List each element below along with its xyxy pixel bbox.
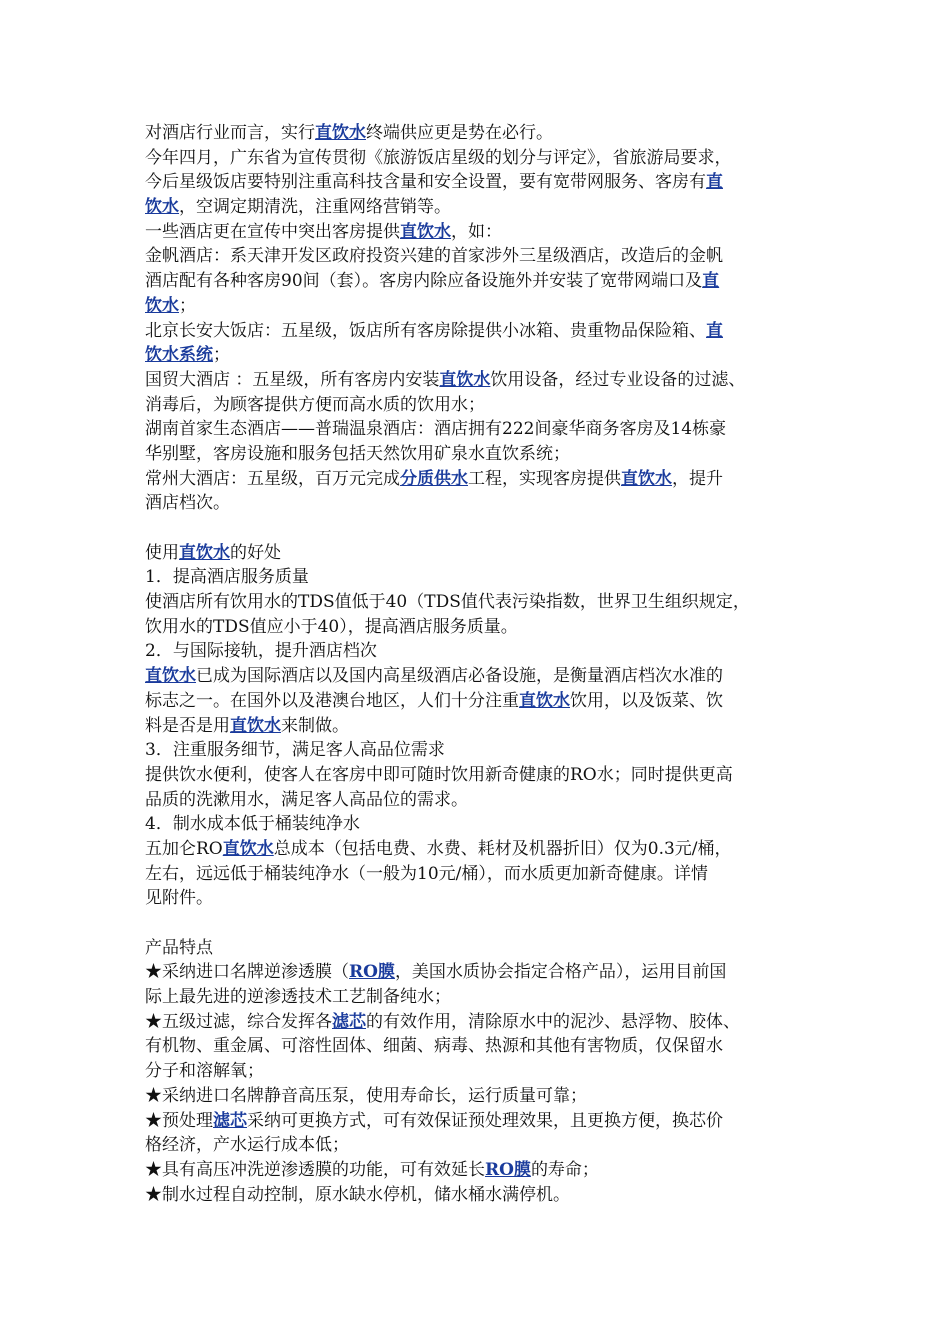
text-line [145,269,825,294]
text-segment: 左右，远远低于桶装纯净水（一般为10元/桶），而水质更加新奇健康。详情 [145,863,708,884]
keyword-link[interactable]: 饮水 [145,197,179,218]
text-line [145,812,825,837]
text-segment: 五加仑RO [145,838,223,859]
text-line [145,664,825,689]
text-line [145,195,825,220]
keyword-link[interactable]: 直饮水 [400,221,451,242]
text-line [145,1010,825,1035]
text-segment: 湖南首家生态酒店——普瑞温泉酒店：酒店拥有222间豪华商务客房及14栋豪 [145,419,727,440]
text-line [145,343,825,368]
keyword-link[interactable]: 饮水 [145,295,179,316]
text-segment: 采纳可更换方式，可有效保证预处理效果，且更换方便，换芯价 [247,1110,723,1131]
text-segment: 1．提高酒店服务质量 [145,567,309,588]
keyword-link[interactable]: 直饮水 [230,715,281,736]
blank-line [145,911,825,936]
text-segment: ； [179,295,196,316]
text-line [145,960,825,985]
text-segment: 4．制水成本低于桶装纯净水 [145,814,360,835]
text-segment: 料是否是用 [145,715,230,736]
text-line [145,467,825,492]
keyword-link[interactable]: RO膜 [349,962,395,983]
text-segment: 终端供应更是势在必行。 [366,123,553,143]
keyword-link[interactable]: 直饮水 [179,542,230,563]
keyword-link[interactable]: 直 [702,271,720,292]
text-segment: 工程，实现客房提供 [468,468,621,489]
text-segment: 3．注重服务细节，满足客人高品位需求 [145,740,445,761]
text-segment: ★预处理 [145,1110,213,1131]
text-segment: ，空调定期清洗，注重网络营销等。 [179,197,451,218]
text-segment: 酒店档次。 [145,493,230,514]
text-line [145,1034,825,1059]
text-segment: 有机物、重金属、可溶性固体、细菌、病毒、热源和其他有害物质，仅保留水 [145,1036,723,1057]
text-segment: 北京长安大饭店：五星级，饭店所有客房除提供小冰箱、贵重物品保险箱、 [145,320,706,341]
text-segment: 的有效作用，清除原水中的泥沙、悬浮物、胶体、 [366,1011,740,1032]
text-line [145,1133,825,1158]
text-line [145,417,825,442]
text-segment: 国贸大酒店 ：五星级，所有客房内安装 [145,369,440,390]
text-line [145,1109,825,1134]
keyword-link[interactable]: 直 [706,172,723,193]
text-line [145,615,825,640]
text-segment: 品质的洗漱用水，满足客人高品位的需求。 [145,789,468,810]
text-line [145,1158,825,1183]
keyword-link[interactable]: 直饮水 [519,690,570,711]
text-segment: ，提升 [672,468,723,489]
keyword-link[interactable]: 直 [706,320,723,341]
text-segment: 酒店配有各种客房90间（套）。客房内除应备设施外并安装了宽带网端口及 [145,271,703,292]
text-line [145,319,825,344]
keyword-link[interactable]: RO膜 [485,1159,531,1180]
text-segment: 的好处 [230,542,281,563]
text-line [145,368,825,393]
keyword-link[interactable]: 直饮水 [222,838,274,859]
text-line [145,1183,825,1208]
text-line [145,170,825,195]
text-line [145,146,825,171]
text-segment: 使用 [145,542,179,563]
text-segment: 已成为国际酒店以及国内高星级酒店必备设施，是衡量酒店档次水准的 [196,666,723,687]
text-segment: 总成本（包括电费、水费、耗材及机器折旧）仅为0.3元/桶， [273,838,732,859]
text-segment: 今后星级饭店要特别注重高科技含量和安全设置，要有宽带网服务、客房有 [145,172,706,193]
text-line [145,936,825,961]
keyword-link[interactable]: 饮水系统 [145,345,213,366]
text-segment: 2．与国际接轨，提升酒店档次 [145,641,377,662]
text-segment: 饮用水的TDS值应小于40），提高酒店服务质量。 [145,616,518,637]
text-line [145,639,825,664]
keyword-link[interactable]: 滤芯 [332,1011,366,1032]
text-segment: 一些酒店更在宣传中突出客房提供 [145,221,400,242]
text-segment: 消毒后，为顾客提供方便而高水质的饮用水； [145,394,485,415]
text-line [145,442,825,467]
text-segment: 金帆酒店：系天津开发区政府投资兴建的首家涉外三星级酒店，改造后的金帆 [145,246,723,267]
keyword-link[interactable]: 直饮水 [621,468,672,489]
text-line [145,244,825,269]
text-segment: ； [213,345,230,366]
text-line [145,886,825,911]
text-segment: 提供饮水便利，使客人在客房中即可随时饮用新奇健康的RO水；同时提供更高 [145,764,733,785]
text-segment: 常州大酒店：五星级，百万元完成 [145,468,400,489]
text-segment: 对酒店行业而言，实行 [145,123,315,143]
text-segment: 饮用，以及饭菜、饮 [570,690,723,711]
text-line [145,541,825,566]
text-segment: ★采纳进口名牌逆渗透膜（ [145,962,349,983]
text-line [145,985,825,1010]
text-segment: 产品特点 [145,937,213,958]
blank-line [145,516,825,541]
text-segment: ，美国水质协会指定合格产品），运用目前国 [394,962,727,983]
text-segment: ，如： [451,221,502,242]
text-segment: 际上最先进的逆渗透技术工艺制备纯水； [145,987,451,1008]
text-line [145,565,825,590]
text-segment: 的寿命； [530,1159,599,1180]
text-line [145,763,825,788]
text-line [145,689,825,714]
text-line [145,121,825,146]
text-line [145,294,825,319]
text-line [145,862,825,887]
text-segment: ★制水过程自动控制，原水缺水停机，储水桶水满停机。 [145,1184,570,1205]
text-segment: 格经济，产水运行成本低； [145,1135,349,1156]
keyword-link[interactable]: 直饮水 [315,123,366,143]
text-segment: 分子和溶解氧； [145,1061,264,1082]
text-segment: 今年四月，广东省为宣传贯彻《旅游饭店星级的划分与评定》，省旅游局要求， [145,147,732,168]
text-line [145,1059,825,1084]
text-line [145,788,825,813]
keyword-link[interactable]: 直饮水 [145,666,196,687]
text-line [145,220,825,245]
text-line [145,1084,825,1109]
text-segment: 使酒店所有饮用水的TDS值低于40（TDS值代表污染指数，世界卫生组织规定， [145,592,750,613]
text-segment: 华别墅，客房设施和服务包括天然饮用矿泉水直饮系统； [145,443,570,464]
text-segment: 标志之一。在国外以及港澳台地区，人们十分注重 [145,690,519,711]
text-segment: ★五级过滤，综合发挥各 [145,1011,332,1032]
text-segment: ★采纳进口名牌静音高压泵，使用寿命长，运行质量可靠； [145,1085,587,1106]
text-line [145,491,825,516]
document-body [145,121,825,1207]
text-line [145,590,825,615]
text-segment: 见附件。 [145,888,213,909]
keyword-link[interactable]: 滤芯 [213,1110,247,1131]
text-segment: 来制做。 [281,715,349,736]
text-segment: 饮用设备，经过专业设备的过滤、 [490,369,746,390]
keyword-link[interactable]: 分质供水 [400,468,468,489]
text-line [145,714,825,739]
text-line [145,738,825,763]
text-line [145,837,825,862]
keyword-link[interactable]: 直饮水 [439,369,491,390]
text-segment: ★具有高压冲洗逆渗透膜的功能，可有效延长 [145,1159,485,1180]
text-line [145,393,825,418]
